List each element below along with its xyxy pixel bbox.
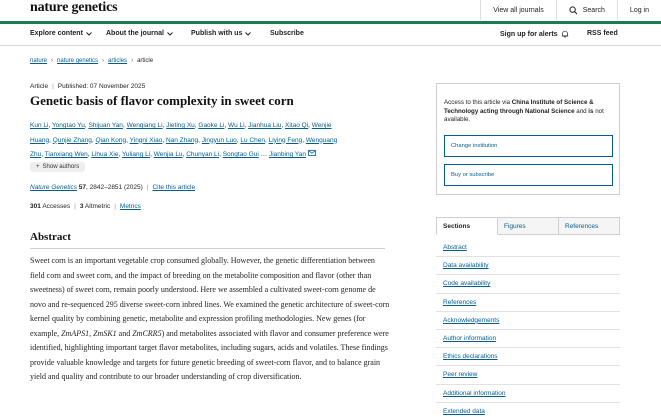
author-link[interactable]: Jianbing Yan <box>268 151 306 158</box>
access-prefix: Access to this article via <box>444 99 512 106</box>
list-item <box>436 348 620 366</box>
article-meta: Article | Published: 07 November 2025 <box>30 83 146 90</box>
section-link-abstract[interactable]: Abstract <box>443 244 467 252</box>
list-item <box>436 312 620 330</box>
breadcrumb-nature[interactable]: nature <box>30 58 48 64</box>
section-link-additional-information[interactable]: Additional information <box>443 389 506 397</box>
show-authors-label: Show authors <box>42 164 80 170</box>
tab-figures-label: Figures <box>504 222 526 230</box>
section-link-acknowledgements[interactable]: Acknowledgements <box>443 316 500 324</box>
view-all-journals-link[interactable] <box>480 0 555 20</box>
author-link[interactable]: Jianhua Liu <box>248 122 282 129</box>
section-link-data-availability[interactable]: Data availability <box>443 262 489 270</box>
article-type: Article <box>30 83 49 90</box>
tab-references-label: References <box>565 222 599 230</box>
tab-sections[interactable] <box>436 217 498 235</box>
login-label: Log in <box>629 6 649 14</box>
section-link-code-availability[interactable]: Code availability <box>443 280 491 288</box>
author-link[interactable]: Kun Li <box>30 122 49 129</box>
section-link-references[interactable]: References <box>443 298 477 306</box>
nav-subscribe-label: Subscribe <box>270 30 304 37</box>
view-all-journals-label: View all journals <box>493 6 544 14</box>
list-item <box>436 275 620 293</box>
chevron-down-icon <box>245 32 251 36</box>
list-item <box>436 239 620 257</box>
list-item <box>436 403 620 417</box>
author-line: Huang, Qunjie Zhang, Qian Kong, Yingni Xiao, Nan Zhang, Jingyun Luo, Lu Chen, Liying Feng, Wenguang <box>30 136 338 144</box>
show-authors-button[interactable] <box>30 162 85 172</box>
chevron-down-icon <box>86 32 92 36</box>
login-link[interactable] <box>617 0 661 20</box>
sign-up-alerts-label: Sign up for alerts <box>500 30 558 38</box>
altmetric-label: Altmetric <box>84 203 111 210</box>
abstract-text-part1: Sweet corn is an important vegetable crop consumed globally. However, the genetic differentiation between field corn and sweet corn, and the impact of breeding on the metabolite composition and flavor (other than sweetness) of sweet corn, remain poorly understood. Here we assembled a cultivated sweet-corn genome de novo and re-sequenced 295 diverse sweet-corn inbred lines. We examined the genetic architecture of sweet-corn kernel quality by combining genetic, metabolite and expression profiling methodologies. New genes (for example, <box>30 256 390 338</box>
tab-figures[interactable] <box>498 217 559 235</box>
author-link[interactable]: Qunjie Zhang <box>52 136 92 144</box>
section-link-ethics-declarations[interactable]: Ethics declarations <box>443 353 498 361</box>
nav-about-journal[interactable] <box>106 30 173 37</box>
author-ellipsis: … <box>260 151 268 158</box>
list-item <box>436 330 620 348</box>
author-link[interactable]: Yuliang Li <box>121 151 151 158</box>
chevron-right-icon: › <box>51 58 54 64</box>
plus-icon: + <box>36 164 40 170</box>
section-link-peer-review[interactable]: Peer review <box>443 371 478 379</box>
institution-name: China Institute of Science & Technology acting through National Science <box>444 99 594 115</box>
author-link[interactable]: Jieting Xu <box>166 122 195 129</box>
divider <box>30 248 385 249</box>
access-message <box>444 99 616 125</box>
tab-sections-label: Sections <box>443 222 471 230</box>
gene-name: ZmSK1 <box>93 328 117 338</box>
gene-name: ZmCRR5 <box>132 328 162 338</box>
abstract-body <box>30 254 390 385</box>
author-link[interactable]: Xitao Qi <box>285 122 309 129</box>
volume: 57 <box>78 184 87 191</box>
abstract-text-separator: and <box>116 328 133 338</box>
top-bar <box>0 0 661 22</box>
section-link-extended-data[interactable]: Extended data <box>443 407 485 415</box>
rss-feed-label: RSS feed <box>587 30 618 37</box>
author-link[interactable]: Jingyun Luo <box>201 136 237 144</box>
author-line: Zhu, Tianxiang Wen, Lihua Xie, Yuliang Li, Wenjia Lu, Chunyan Li, Songtao Gui … Jianbing Yan <box>30 148 380 163</box>
breadcrumb-current: article <box>137 58 154 64</box>
author-link[interactable]: Nan Zhang <box>165 136 199 144</box>
author-link[interactable]: Huang <box>30 136 50 144</box>
author-link[interactable]: Wu Li <box>228 122 245 129</box>
author-link[interactable]: Yongtao Yu <box>51 122 85 129</box>
citation-line: Nature Genetics 57, 2842–2851 (2025) | Cite this article <box>30 184 196 191</box>
author-link[interactable]: Wenjie <box>311 122 332 129</box>
search-label: Search <box>582 6 605 14</box>
author-link[interactable]: Wenguang <box>305 136 338 144</box>
author-link[interactable]: Qian Kong <box>95 136 127 144</box>
author-link[interactable]: Wenqiang Li <box>126 122 163 129</box>
abstract-text-part2: ) and metabolites associated with flavor and consumer preference were identified, highlighting important target flavor metabolites, including sugars, acids and volatiles. These findings provide valuable knowledge and targets for future genetic breeding of sweet-corn flavor, and to balance grain yield and quality and contribute to our broader understanding of crop diversification. <box>30 328 389 381</box>
nav-subscribe[interactable] <box>270 30 304 37</box>
list-item <box>436 257 620 275</box>
list-item <box>436 294 620 312</box>
sidebar-tabs <box>436 217 620 235</box>
list-item <box>436 385 620 403</box>
metrics-link[interactable]: Metrics <box>119 203 141 210</box>
page-title: Genetic basis of flavor complexity in sweet corn <box>30 93 294 108</box>
author-link[interactable]: Tianxiang Wen <box>44 151 88 158</box>
author-link[interactable]: Yingni Xiao <box>129 136 163 144</box>
author-link[interactable]: Lihua Xie <box>91 151 119 158</box>
access-suffix-bold: is <box>588 107 594 115</box>
nav-publish-with-us-label: Publish with us <box>191 30 243 37</box>
chevron-right-icon: › <box>102 58 105 64</box>
tab-references[interactable] <box>559 217 620 235</box>
section-nav-list <box>436 239 620 417</box>
main-nav <box>0 24 661 46</box>
accesses-count: 301 <box>30 203 41 210</box>
author-list <box>30 119 380 163</box>
abstract-heading: Abstract <box>30 231 71 243</box>
buy-subscribe-button[interactable] <box>444 164 613 186</box>
buy-subscribe-label: Buy or subscribe <box>451 172 495 178</box>
altmetric-count: 3 <box>79 203 84 210</box>
published-date: Published: 07 November 2025 <box>57 83 146 90</box>
author-link[interactable]: Gaoke Li <box>198 122 225 129</box>
chevron-down-icon <box>167 32 173 36</box>
rss-feed-link[interactable] <box>587 30 618 37</box>
nav-publish-with-us[interactable] <box>191 30 251 37</box>
author-link[interactable]: Songtao Gui <box>222 151 259 158</box>
gene-name: ZmAPS1 <box>61 328 90 338</box>
list-item <box>436 366 620 384</box>
cite-article-link[interactable]: Cite this article <box>152 184 196 191</box>
change-institution-label: Change institution <box>451 143 498 149</box>
nav-explore-content[interactable] <box>30 30 92 37</box>
nav-about-journal-label: About the journal <box>106 30 164 37</box>
top-links <box>480 0 661 20</box>
email-icon[interactable] <box>308 150 316 156</box>
access-suffix-pre: and <box>574 107 589 115</box>
chevron-right-icon: › <box>131 58 134 64</box>
change-institution-button[interactable] <box>444 135 613 157</box>
breadcrumb-nature-genetics[interactable]: nature genetics <box>57 58 99 64</box>
breadcrumb <box>30 58 153 64</box>
search-icon <box>569 6 578 15</box>
pages: , 2842–2851 (2025) <box>86 184 143 191</box>
article-metrics: 301 Accesses | 3 Altmetric | Metrics <box>30 203 141 210</box>
author-link[interactable]: Liying Feng <box>268 136 303 144</box>
journal-link[interactable]: Nature Genetics <box>30 184 77 191</box>
journal-logo[interactable]: nature genetics <box>30 0 118 15</box>
author-link[interactable]: Zhu <box>30 151 42 158</box>
abstract-text-separator: , <box>89 328 94 338</box>
author-link[interactable]: Lu Chen <box>240 136 265 144</box>
accesses-label: Accesses <box>42 203 71 210</box>
access-suffix: not available. <box>444 107 604 123</box>
breadcrumb-articles[interactable]: articles <box>108 58 128 64</box>
bell-icon <box>561 30 569 38</box>
nav-explore-content-label: Explore content <box>30 30 83 37</box>
author-link[interactable]: Chunyan Li <box>186 151 220 158</box>
sign-up-alerts-link[interactable] <box>500 30 569 38</box>
author-link[interactable]: Wenjia Lu <box>153 151 183 158</box>
author-line: Kun Li, Yongtao Yu, Shijuan Yan, Wenqiang Li, Jieting Xu, Gaoke Li, Wu Li, Jianhua Liu, Xitao Qi, Wenjie <box>30 122 332 129</box>
search-button[interactable] <box>556 0 617 20</box>
section-link-author-information[interactable]: Author information <box>443 335 497 343</box>
author-link[interactable]: Shijuan Yan <box>88 122 123 129</box>
